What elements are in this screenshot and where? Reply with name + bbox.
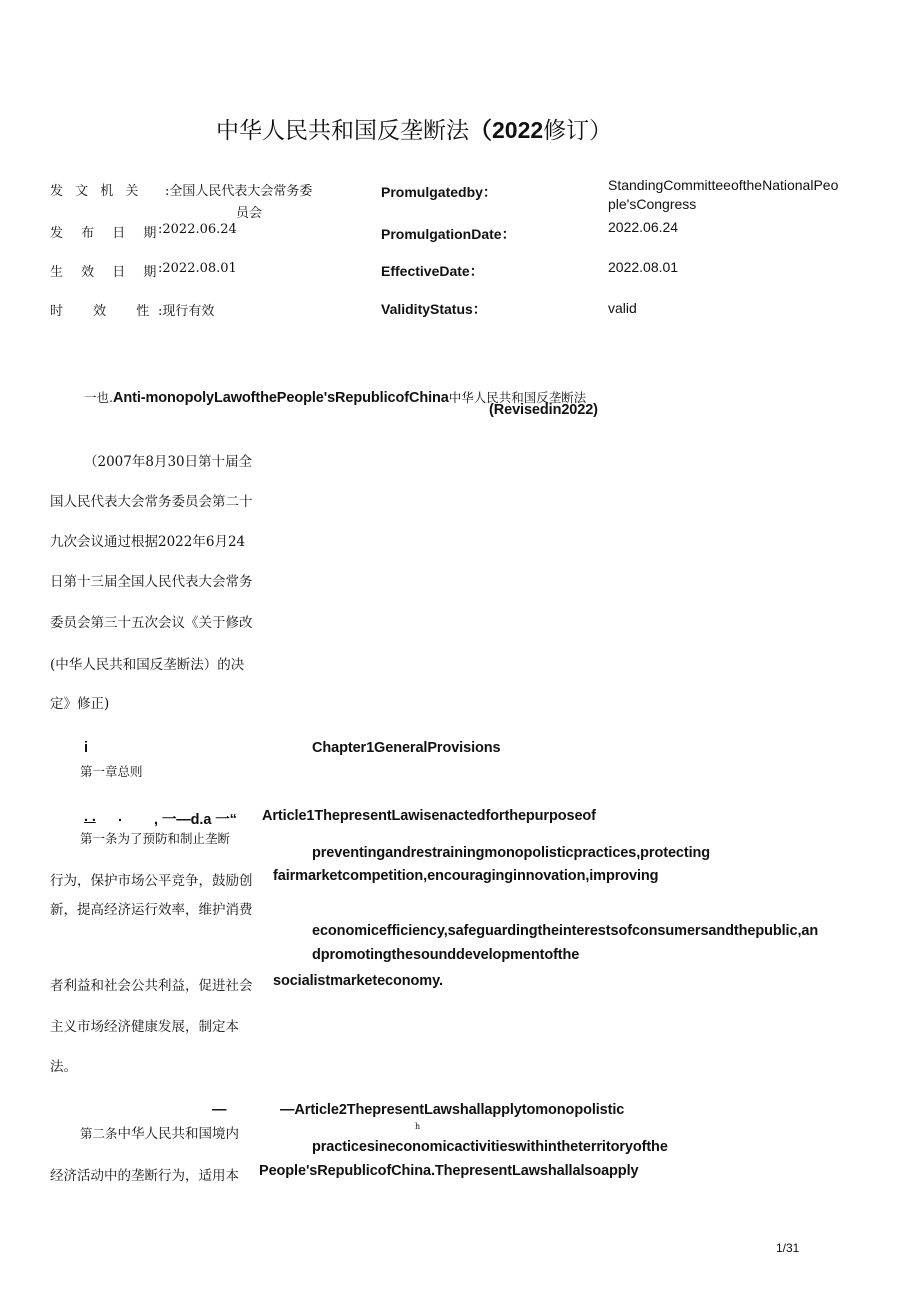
title-year: 2022 bbox=[492, 117, 544, 143]
effective-value-cn: :2022.08.01 bbox=[158, 261, 237, 276]
article-1-en-line: economicefficiency,safeguardingtheinterestsofconsumersandthepublic,an bbox=[312, 923, 819, 939]
article-2-cn-head bbox=[80, 1122, 239, 1143]
validity-label-cn: 时 效 性 bbox=[50, 304, 150, 319]
article-1-cn-line: 者利益和社会公共利益，促进社会 bbox=[50, 978, 253, 994]
article-2-en-line: People'sRepublicofChina.ThepresentLawshallalsoapply bbox=[259, 1163, 639, 1179]
article-2-label: 第二条 bbox=[80, 1126, 118, 1141]
article-1-artifact: , 一—d.a 一“ bbox=[154, 812, 237, 828]
history-line: 国人民代表大会常务委员会第二十 bbox=[50, 494, 253, 510]
article-2-cn-line: 经济活动中的垄断行为，适用本 bbox=[50, 1168, 239, 1184]
article-2-en-line: practicesineconomicactivitieswithintheterritoryofthe bbox=[312, 1139, 668, 1155]
issuer-value-en: StandingCommitteeoftheNationalPeo bbox=[608, 177, 839, 193]
article-1-en-line: fairmarketcompetition,encouraginginnovation,improving bbox=[273, 868, 659, 884]
article-1-en-line: dpromotingthesounddevelopmentofthe bbox=[312, 947, 580, 963]
title-cn: 中华人民共和国反垄断法 bbox=[216, 118, 469, 144]
validity-value-en: valid bbox=[608, 300, 637, 316]
issuer-value-en-cont: ple'sCongress bbox=[608, 196, 697, 212]
issuer-label-cn: 发 文 机 关 bbox=[50, 184, 139, 199]
article-1-cn-line: 主义市场经济健康发展，制定本 bbox=[50, 1019, 239, 1035]
article-1-en-line: preventingandrestrainingmonopolisticpractices,protecting bbox=[312, 845, 711, 861]
law-title-cn: 中华人民共和国反垄断法 bbox=[448, 390, 587, 405]
article-1-en-line: socialistmarketeconomy. bbox=[273, 973, 443, 989]
history-line: 日第十三届全国人民代表大会常务 bbox=[50, 574, 253, 590]
issuer-value-cn: :全国人民代表大会常务委 bbox=[165, 184, 313, 199]
article-1-cn-line: 行为，保护市场公平竞争，鼓励创 bbox=[50, 873, 253, 889]
issuer-label-en: Promulgatedby： bbox=[381, 184, 497, 200]
chapter-title-en: Chapter1GeneralProvisions bbox=[312, 740, 501, 756]
date-label-en: PromulgationDate： bbox=[381, 226, 516, 242]
date-label-cn: 发 布 日 期 bbox=[50, 226, 157, 241]
article-2-en-line: —Article2ThepresentLawshallapplytomonopolistic bbox=[280, 1102, 625, 1118]
date-value-en: 2022.06.24 bbox=[608, 219, 679, 235]
article-1-artifact: . bbox=[118, 809, 122, 825]
effective-label-en: EffectiveDate： bbox=[381, 263, 484, 279]
validity-label-en: ValidityStatus： bbox=[381, 301, 487, 317]
title-revised: 修订） bbox=[543, 118, 613, 144]
effective-value-en: 2022.08.01 bbox=[608, 259, 679, 275]
effective-label-cn: 生 效 日 期 bbox=[50, 265, 157, 280]
article-1-cn-line: 第一条为了预防和制止垄断 bbox=[80, 831, 231, 846]
issuer-value-cn-cont: 员会 bbox=[236, 206, 263, 221]
article-1-en-line: Article1ThepresentLawisenactedforthepurposeof bbox=[262, 808, 596, 824]
date-value-cn: :2022.06.24 bbox=[158, 222, 237, 237]
article-2-artifact: h bbox=[415, 1122, 421, 1131]
page-number: 1/31 bbox=[776, 1241, 800, 1255]
law-title-revised: (Revisedin2022) bbox=[489, 402, 598, 418]
article-1-artifact: . . bbox=[84, 809, 96, 825]
history-line: 定》修正) bbox=[50, 696, 110, 712]
validity-value-cn: :现行有效 bbox=[158, 304, 215, 319]
history-line: (中华人民共和国反垄断法）的决 bbox=[50, 657, 245, 673]
chapter-title-cn: 第一章总则 bbox=[80, 764, 143, 779]
article-2-cn-line: 中华人民共和国境内 bbox=[117, 1126, 240, 1142]
chapter-marker: i bbox=[84, 740, 88, 756]
title-paren: （ bbox=[469, 117, 492, 143]
article-1-cn-line: 法。 bbox=[50, 1059, 77, 1075]
law-title-prefix: 一也. bbox=[84, 390, 113, 405]
history-line: （2007年8月30日第十届全 bbox=[84, 454, 253, 470]
article-2-dash: — bbox=[212, 1102, 227, 1118]
article-1-cn-line: 新，提高经济运行效率，维护消费 bbox=[50, 902, 253, 918]
history-line: 委员会第三十五次会议《关于修改 bbox=[50, 615, 253, 631]
history-line: 九次会议通过根据2022年6月24 bbox=[50, 534, 246, 550]
document-title bbox=[216, 112, 612, 145]
law-title-en: Anti-monopolyLawofthePeople'sRepublicofChina bbox=[112, 390, 449, 406]
